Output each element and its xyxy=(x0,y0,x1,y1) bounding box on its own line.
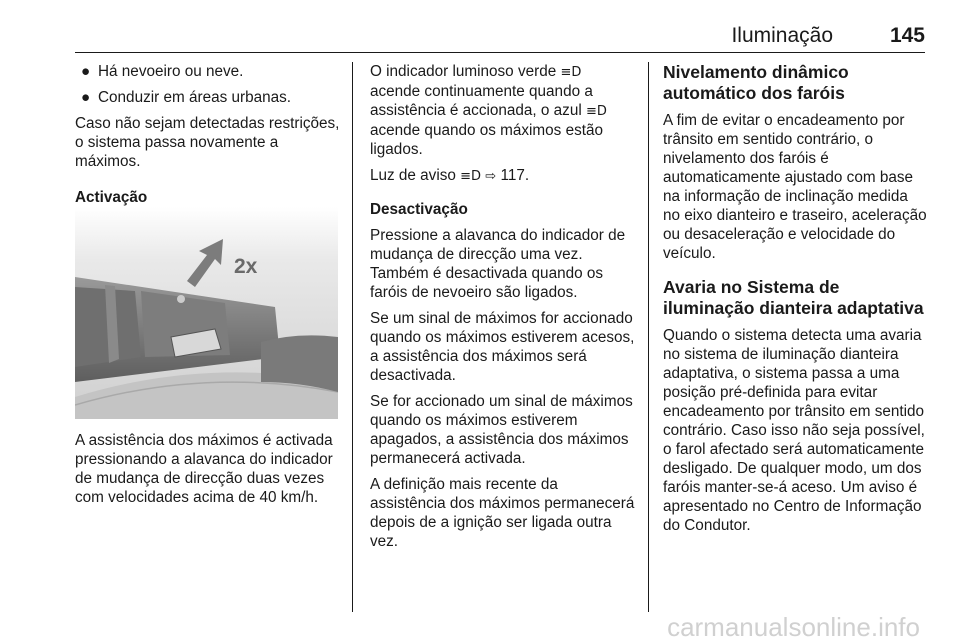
auto-high-beam-icon: ≡D xyxy=(560,65,582,80)
auto-high-beam-icon: ≡D xyxy=(460,169,482,184)
heading-dynamic-leveling: Nivelamento dinâmico automático dos faróis xyxy=(663,62,849,103)
paragraph: A definição mais recente da assistência dos máximos permanecerá depois de a ignição ser ligada outra vez. xyxy=(370,476,635,550)
paragraph: Pressione a alavanca do indicador de mudança de direcção uma vez. Também é desactivada quando os faróis de nevoeiro são ligados. xyxy=(370,227,626,301)
bullet-icon: ● xyxy=(81,89,91,106)
list-item: ● Há nevoeiro ou neve. xyxy=(81,63,244,80)
column-2 xyxy=(370,62,635,558)
column-divider xyxy=(352,62,353,612)
paragraph: A assistência dos máximos é activada pressionando a alavanca do indicador de mudança de direcção duas vezes com velocidades acima de 40 km/h. xyxy=(75,432,333,506)
heading-afl-failure: Avaria no Sistema de iluminação dianteira adaptativa xyxy=(663,277,924,318)
paragraph: A fim de evitar o encadeamento por trânsito em sentido contrário, o nivelamento dos faróis é automaticamente ajustado com base na informação de inclinação medida no eixo dianteiro e traseiro, aceleração ou desaceleração e velocidade do veículo. xyxy=(663,112,927,262)
bullet-icon: ● xyxy=(81,63,91,80)
lever-illustration xyxy=(75,207,338,419)
figure-caption xyxy=(75,431,340,514)
list-item: ● Conduzir em áreas urbanas. xyxy=(81,89,292,106)
paragraph: Quando o sistema detecta uma avaria no sistema de iluminação dianteira adaptativa, o sistema passa a uma posição pré-definida para evitar encadeamento por trânsito em sentido contrário. Caso isso não seja possível, o farol afectado será automaticamente desligado. De qualquer modo, um dos faróis manter-se-á aceso. Um aviso é apresentado no Centro de Informação do Condutor. xyxy=(663,327,925,534)
column-3 xyxy=(663,62,928,542)
subheading-activation: Activação xyxy=(75,189,148,206)
watermark: carmanualsonline.info xyxy=(667,612,920,642)
column-1 xyxy=(75,62,340,214)
page-header xyxy=(75,22,925,53)
paragraph: Caso não sejam detectadas restrições, o sistema passa novamente a máximos. xyxy=(75,115,340,170)
page-number: 145 xyxy=(889,24,925,47)
column-divider xyxy=(648,62,649,612)
press-twice-label: 2x xyxy=(234,255,258,278)
page-reference-arrow-icon: ⇨ xyxy=(485,169,497,184)
paragraph: Luz de aviso ≡D ⇨ 117. xyxy=(370,167,530,184)
section-title: Iluminação xyxy=(731,24,833,47)
paragraph: Se um sinal de máximos for accionado quando os máximos estiverem acesos, a assistência dos máximos será desactivada. xyxy=(370,310,635,384)
paragraph: Se for accionado um sinal de máximos quando os máximos estiverem apagados, a assistência dos máximos permanecerá activada. xyxy=(370,393,633,467)
subheading-deactivation: Desactivação xyxy=(370,201,468,218)
paragraph: O indicador luminoso verde ≡D acende continuamente quando a assistência é accionada, o azul ≡D acende quando os máximos estão ligados. xyxy=(370,63,607,158)
high-beam-icon: ≡D xyxy=(586,104,607,119)
